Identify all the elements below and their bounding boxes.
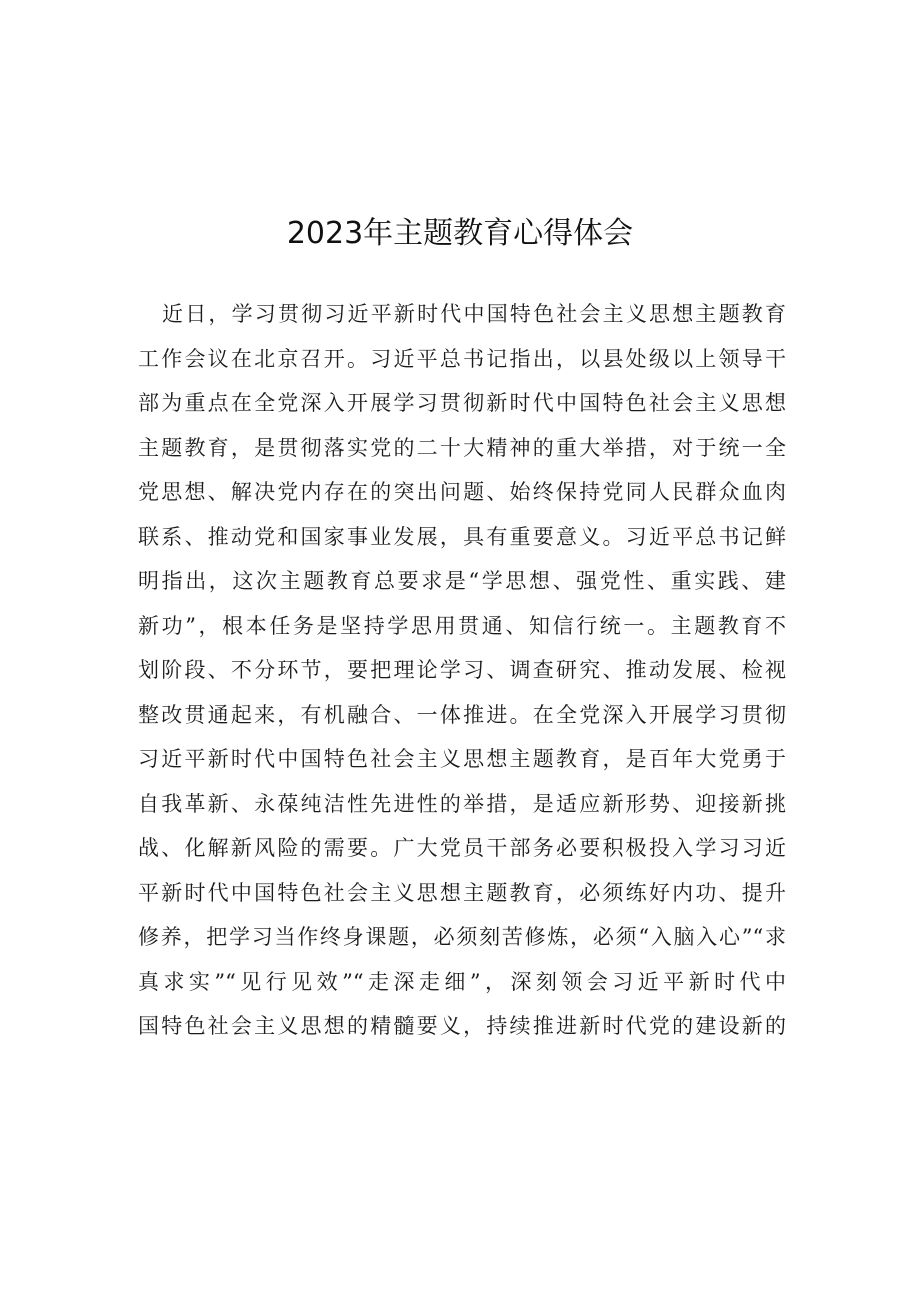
body-line: 近日，学习贯彻习近平新时代中国特色社会主义思想主题教育 xyxy=(162,302,786,326)
body-line: 修养，把学习当作终身课题，必须刻苦修炼，必须“入脑入心”“求 xyxy=(138,925,786,949)
body-line: 习近平新时代中国特色社会主义思想主题教育，是百年大党勇于 xyxy=(138,747,786,771)
body-line: 自我革新、永葆纯洁性先进性的举措，是适应新形势、迎接新挑 xyxy=(138,791,786,816)
document-body xyxy=(138,292,786,1049)
body-line: 部为重点在全党深入开展学习贯彻新时代中国特色社会主义思想 xyxy=(138,391,786,415)
body-line: 真求实”“见行见效”“走深走细”，深刻领会习近平新时代中 xyxy=(138,969,786,994)
document-title: 2023年主题教育心得体会 xyxy=(286,216,634,251)
body-line: 联系、推动党和国家事业发展，具有重要意义。习近平总书记鲜 xyxy=(138,524,786,549)
body-line: 平新时代中国特色社会主义思想主题教育，必须练好内功、提升 xyxy=(138,880,786,905)
body-line: 新功”，根本任务是坚持学思用贯通、知信行统一。主题教育不 xyxy=(138,613,786,638)
body-line: 国特色社会主义思想的精髓要义，持续推进新时代党的建设新的 xyxy=(138,1014,786,1038)
body-line: 主题教育，是贯彻落实党的二十大精神的重大举措，对于统一全 xyxy=(138,435,786,460)
body-line: 整改贯通起来，有机融合、一体推进。在全党深入开展学习贯彻 xyxy=(138,702,786,727)
body-line: 工作会议在北京召开。习近平总书记指出，以县处级以上领导干 xyxy=(138,346,786,371)
body-line: 战、化解新风险的需要。广大党员干部务必要积极投入学习习近 xyxy=(138,836,786,860)
body-line: 划阶段、不分环节，要把理论学习、调查研究、推动发展、检视 xyxy=(138,658,786,682)
body-line: 明指出，这次主题教育总要求是“学思想、强党性、重实践、建 xyxy=(138,569,786,593)
body-line: 党思想、解决党内存在的突出问题、始终保持党同人民群众血肉 xyxy=(138,480,786,504)
